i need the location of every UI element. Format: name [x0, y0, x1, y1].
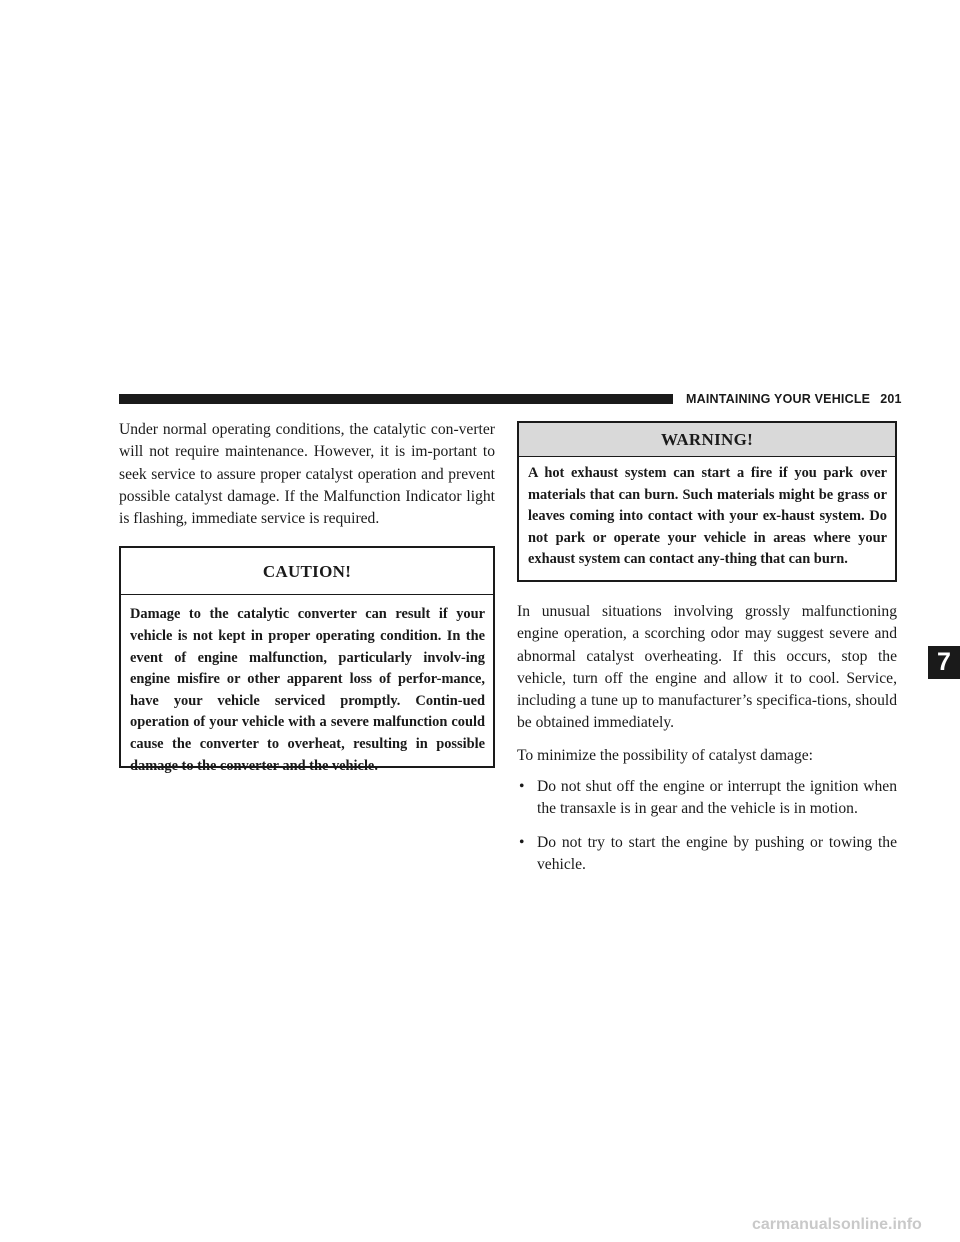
- running-header: [686, 391, 902, 407]
- caution-box: [119, 546, 495, 774]
- bullet-icon: •: [519, 833, 525, 851]
- minimize-damage-paragraph: To minimize the possibility of catalyst damage:: [517, 746, 813, 764]
- list-item: [517, 776, 897, 821]
- right-column: [517, 421, 897, 887]
- intro-paragraph: Under normal operating conditions, the catalytic con-verter will not require maintenance. However, it is im-portant to seek service to assure proper catalyst operation and prevent possible catalyst damage. If the Malfunction Indicator light is flashing, immediate service is required.: [119, 421, 495, 528]
- list-item: [517, 832, 897, 877]
- caution-heading: CAUTION!: [121, 548, 493, 595]
- watermark: carmanualsonline.info: [752, 1216, 922, 1233]
- bullet-list: [517, 776, 897, 876]
- page-number: 201: [880, 392, 902, 406]
- caution-text: Damage to the catalytic converter can result if your vehicle is not kept in proper operating condition. In the event of engine malfunction, particularly involv-ing engine misfire or other apparent loss of perfor-mance, have your vehicle serviced promptly. Contin-ued operation of your vehicle with a severe malfunction could cause the converter to overheat, resulting in possible damage to the converter and the vehicle.: [130, 606, 485, 774]
- list-item-text: Do not shut off the engine or interrupt the ignition when the transaxle is in gear and the vehicle is in motion.: [537, 778, 897, 818]
- left-column: [119, 419, 495, 774]
- warning-text: A hot exhaust system can start a fire if you park over materials that can burn. Such materials might be grass or leaves coming into contact with your ex-haust system. Do not park or operate your vehicle in areas where your exhaust system can contact any-thing that can burn.: [528, 465, 887, 568]
- chapter-tab: 7: [928, 646, 960, 679]
- warning-heading: WARNING!: [519, 423, 895, 457]
- section-title: MAINTAINING YOUR VEHICLE: [686, 392, 871, 406]
- bullet-icon: •: [519, 778, 525, 796]
- list-item-text: Do not try to start the engine by pushing or towing the vehicle.: [537, 833, 897, 873]
- overheating-paragraph: In unusual situations involving grossly malfunctioning engine operation, a scorching odor may suggest severe and abnormal catalyst overheating. If this occurs, stop the vehicle, turn off the engine and allow it to cool. Service, including a tune up to manufacturer’s specifica-tions, should be obtained immediately.: [517, 603, 897, 732]
- header-rule: [119, 394, 673, 404]
- warning-box: [517, 421, 897, 582]
